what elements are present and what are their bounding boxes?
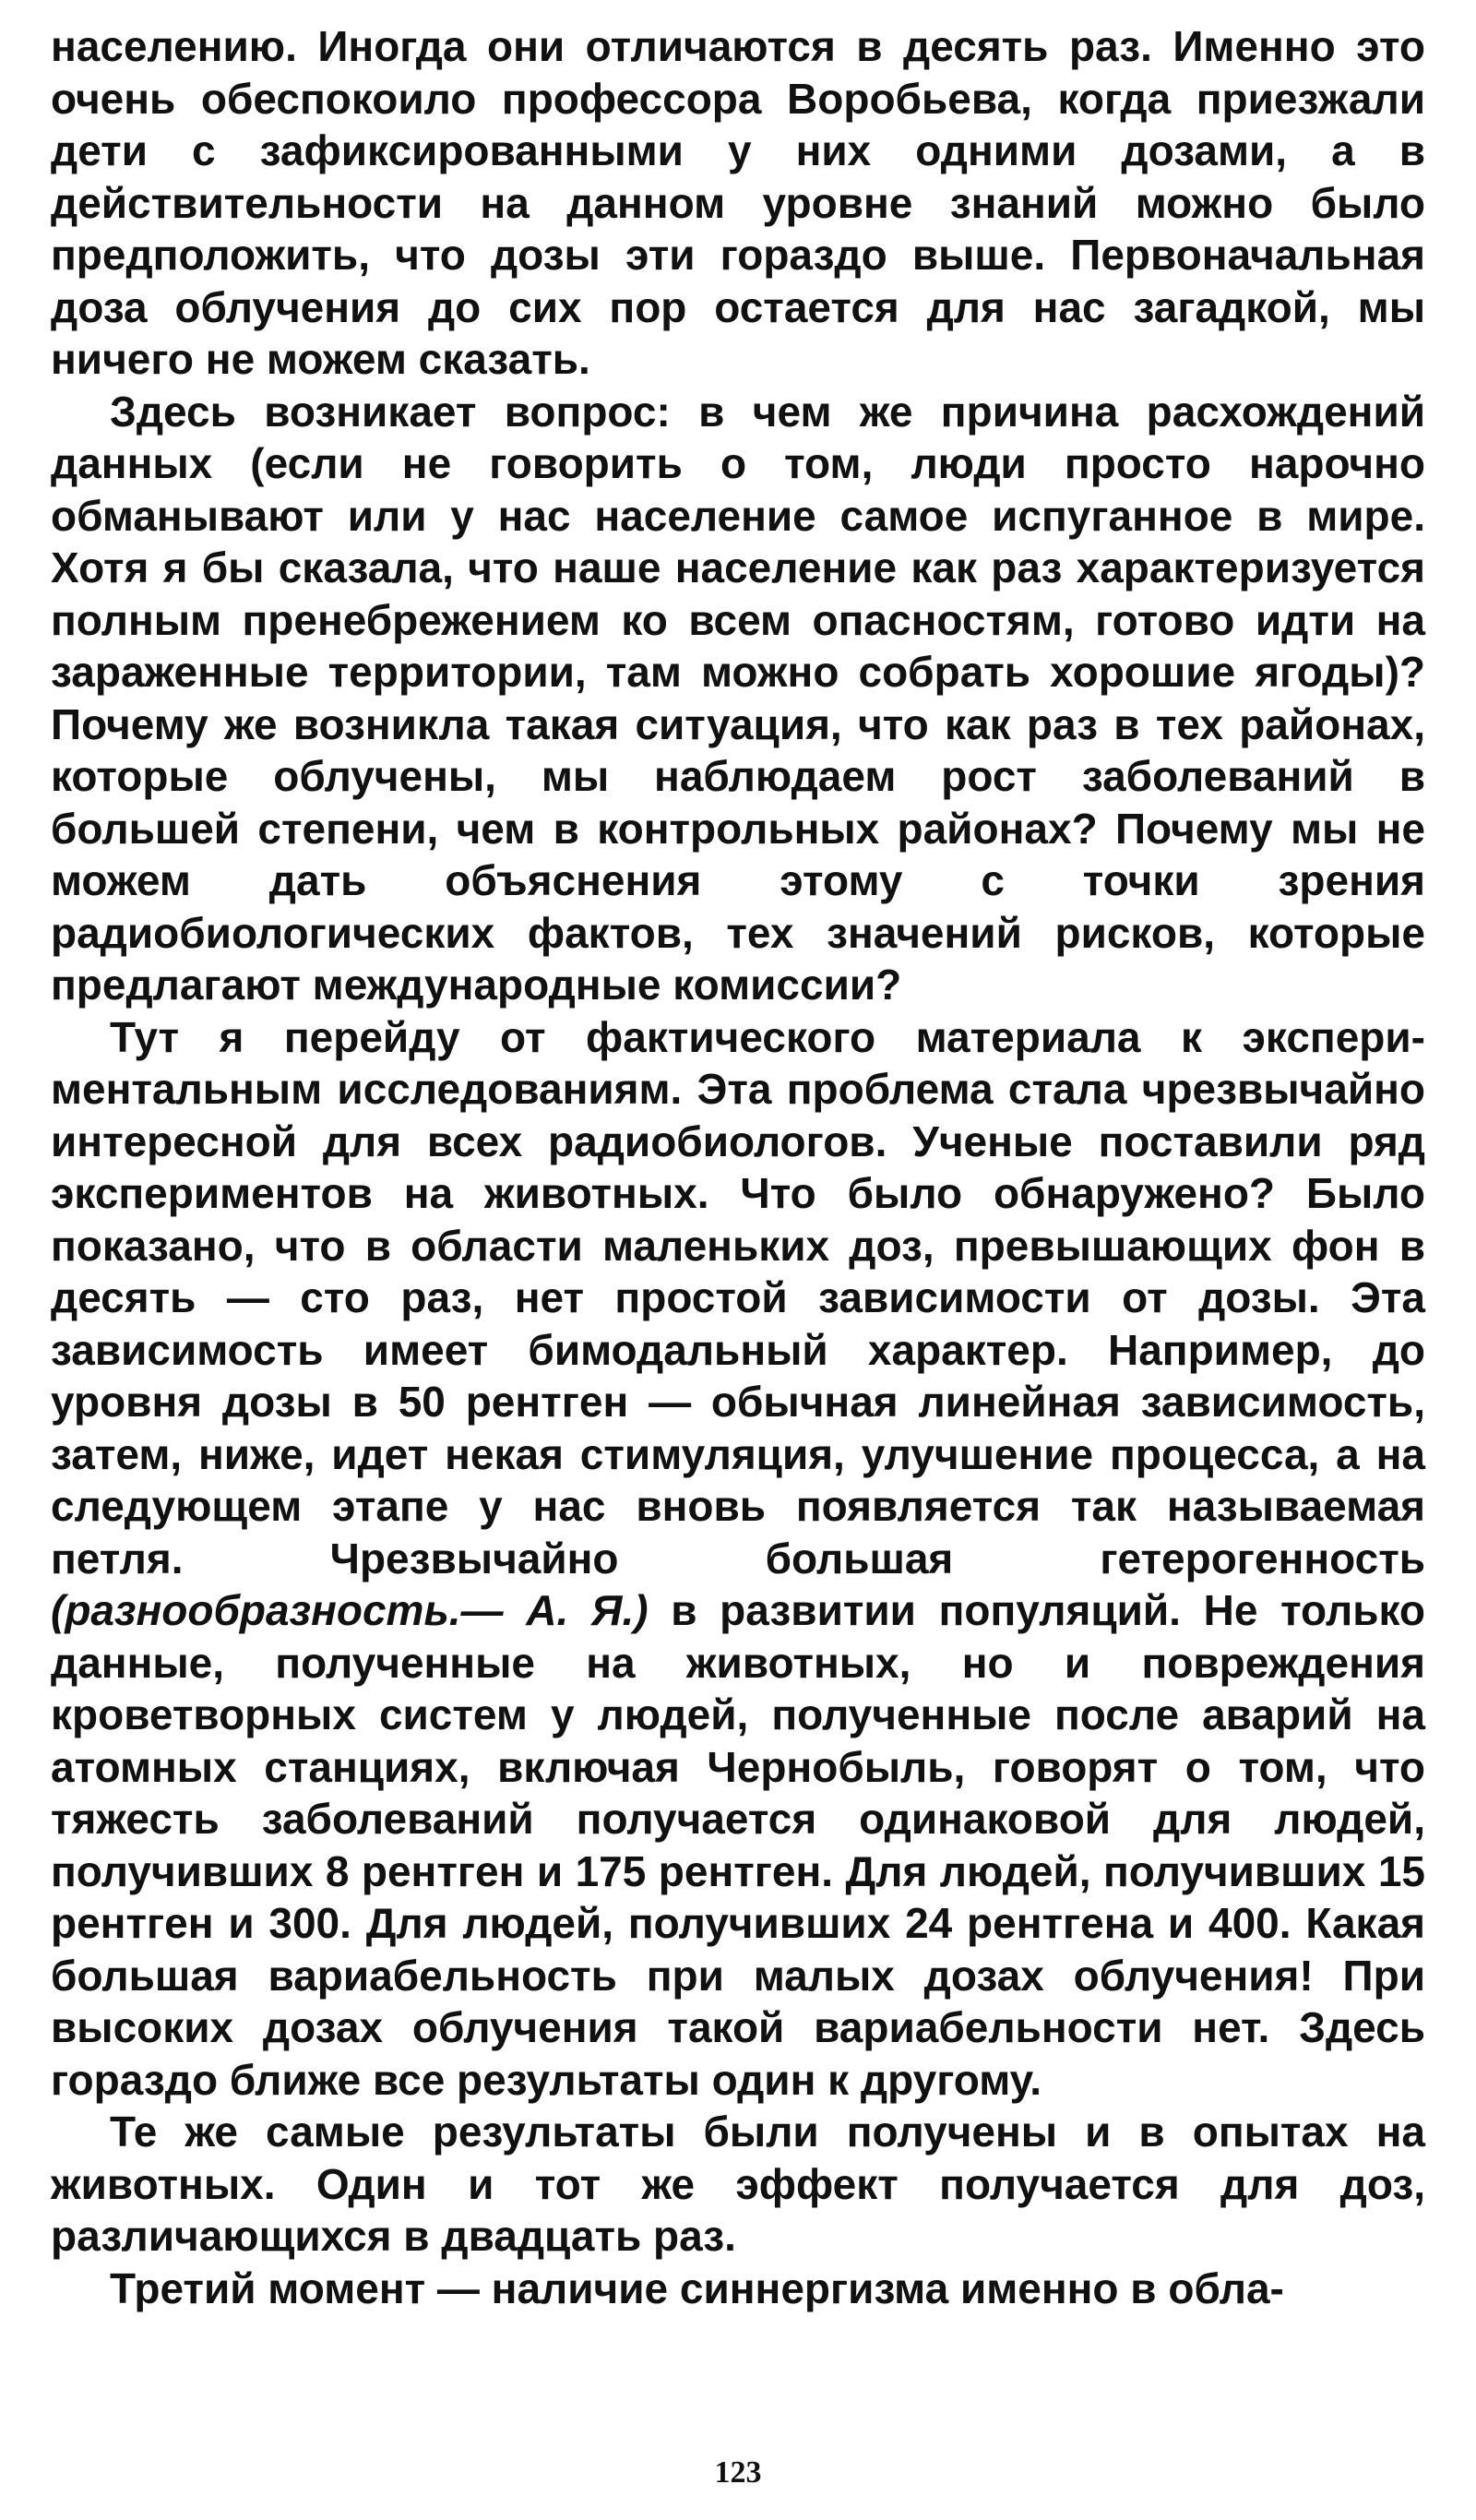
paragraph-3: [51, 1011, 1425, 2107]
paragraph-1-text: населению. Иногда они отличаются в десять раз. Именно это очень обеспокоило профессора Воробьева, когда приезжали дети с зафиксированными у них одними дозами, а в действительности на данном уровне знаний можно было предположить, что дозы эти гораздо выше. Первоначальная доза облучения до сих пор остается для нас загадкой, мы ничего не можем сказать.: [51, 22, 1425, 383]
paragraph-2-text: Здесь возникает вопрос: в чем же причина расхождений данных (если не говорить о том, люди просто нарочно обманывают или у нас население самое испуганное в мире. Хотя я бы сказала, что наше население как раз характеризуется полным пренебрежением ко всем опасностям, готово идти на зараженные территории, там можно собрать хорошие ягоды)? Почему же возникла такая ситуация, что как раз в тех районах, которые облучены, мы наблюдаем рост заболеваний в большей степени, чем в контрольных районах? Почему мы не можем дать объяснения этому с точки зрения радиобиологических фактов, тех значений рисков, которые предлагают международные комиссии?: [51, 387, 1425, 1009]
paragraph-3-text-part-2: в развитии популяций. Не только данные, полученные на животных, но и повреждения кроветворных систем у людей, полученные после аварий на атомных станциях, включая Чернобыль, говорят о том, что тяжесть заболеваний получается одинаковой для людей, получивших 8 рентген и 175 рентген. Для людей, получивших 15 рентген и 300. Для людей, получивших 24 рентгена и 400. Какая большая вариабельность при малых дозах облучения! При высоких дозах облучения такой вариабельности нет. Здесь гораздо ближе все результаты один к другому.: [51, 1586, 1425, 2104]
paragraph-4: [51, 2106, 1425, 2263]
paragraph-5: [51, 2263, 1425, 2315]
paragraph-5-text: Третий момент — наличие синнергизма именно в обла-: [110, 2263, 1284, 2312]
page-body: [51, 20, 1425, 2314]
paragraph-2: [51, 386, 1425, 1011]
paragraph-1: [51, 20, 1425, 386]
page-number: 123: [714, 2455, 762, 2490]
paragraph-3-editor-note: (разнообразность.— А. Я.): [51, 1586, 649, 1634]
paragraph-3-text-part-1: Тут я перейду от фактического материала к экспериментальным исследованиям. Эта проблема стала чрезвычайно интересной для всех радиобиологов. Ученые поставили ряд экспериментов на животных. Что было обнаружено? Было показано, что в области маленьких доз, превышающих фон в десять — сто раз, нет простой зависимости от дозы. Эта зависимость имеет бимодальный характер. Например, до уровня дозы в 50 рентген — обычная линейная зависимость, затем, ниже, идет некая стимуляция, улучшение процесса, а на следующем этапе у нас вновь появляется так называемая петля. Чрезвычайно большая гетерогенность: [51, 1012, 1425, 1582]
paragraph-4-text: Те же самые результаты были получены и в опытах на животных. Один и тот же эффект получается для доз, различающихся в двадцать раз.: [51, 2108, 1425, 2260]
